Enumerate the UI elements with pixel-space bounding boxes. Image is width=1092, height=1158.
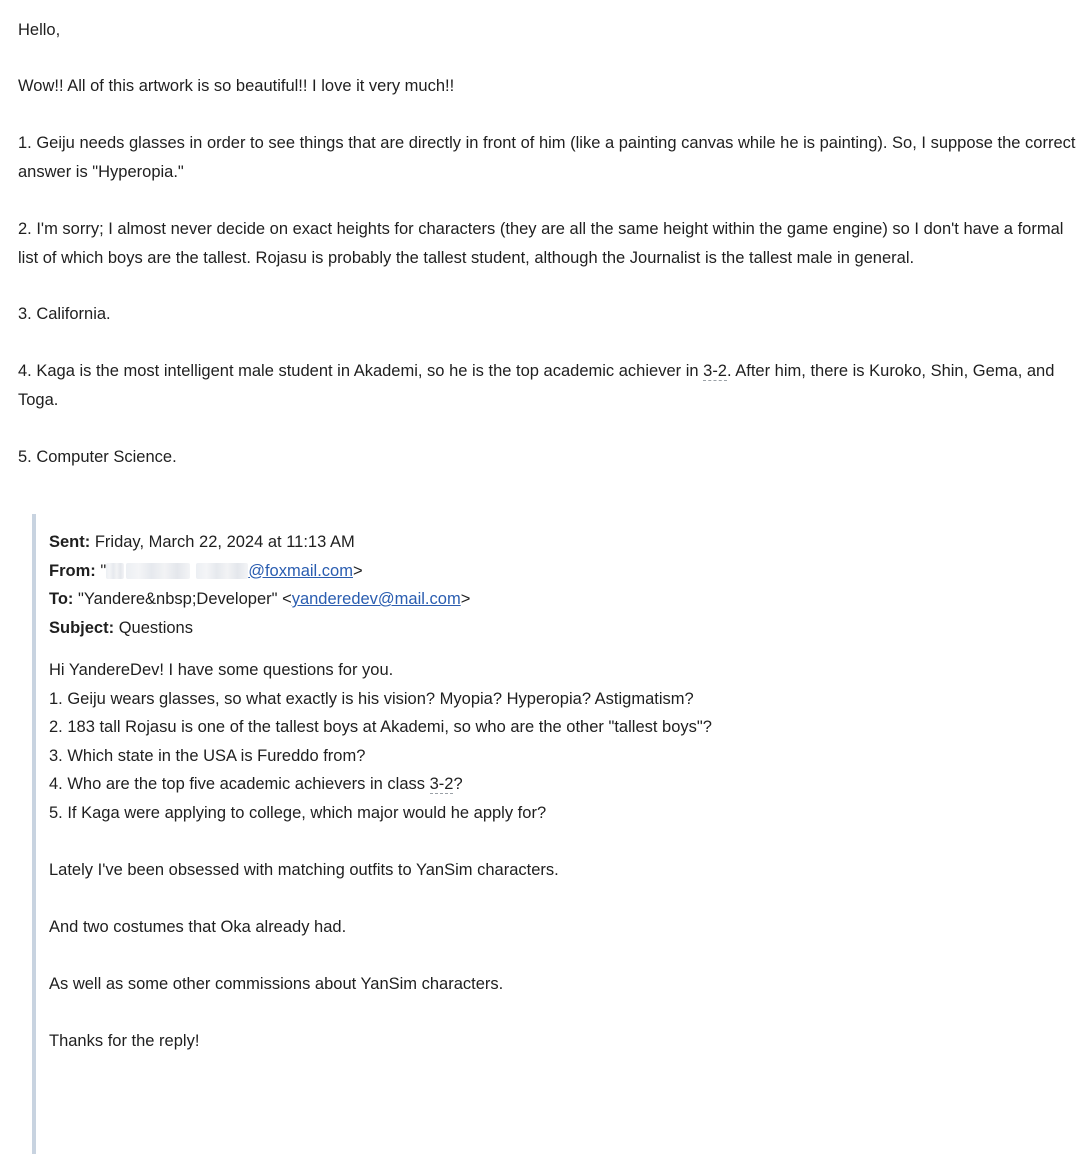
- from-suffix: >: [352, 561, 363, 580]
- quoted-thanks: Thanks for the reply!: [49, 1032, 200, 1050]
- from-label: From:: [49, 561, 96, 580]
- quoted-question-4: [49, 770, 1049, 799]
- sent-label: Sent:: [49, 533, 91, 551]
- subject-line: [49, 614, 1049, 643]
- quoted-question-2: 2. 183 tall Rojasu is one of the tallest boys at Akademi, so who are the other "tallest boys"?: [49, 718, 712, 736]
- question-4-text-start: 4. Who are the top five academic achievers in class: [49, 775, 430, 793]
- sent-value: Friday, March 22, 2024 at 11:13 AM: [94, 533, 355, 551]
- to-email-link[interactable]: yanderedev@mail.com: [291, 590, 461, 608]
- to-line: [49, 585, 1049, 614]
- reply-greeting: Hello,: [18, 21, 61, 39]
- to-label: To:: [49, 590, 74, 608]
- from-email-link[interactable]: @foxmail.com: [248, 561, 353, 580]
- quoted-commissions: As well as some other commissions about YanSim characters.: [49, 975, 504, 993]
- question-4-text-end: ?: [453, 775, 463, 793]
- to-suffix: >: [460, 590, 471, 608]
- redacted-block: [126, 563, 190, 579]
- answer-4-text-start: 4. Kaga is the most intelligent male student in Akademi, so he is the top academic achiever in: [18, 362, 704, 380]
- reply-answer-5: 5. Computer Science.: [18, 448, 177, 466]
- redacted-block: [106, 563, 124, 579]
- from-prefix: ": [100, 561, 107, 580]
- answer-4-text-end: . After him, there is Kuroko, Shin, Gema, and Toga.: [18, 362, 1055, 409]
- quoted-body: [49, 656, 1049, 1056]
- from-line: [49, 557, 1049, 586]
- quoted-original-message: [49, 528, 1049, 1050]
- subject-value: Questions: [118, 618, 193, 637]
- quoted-question-5: 5. If Kaga were applying to college, which major would he apply for?: [49, 803, 547, 822]
- reply-compliment: Wow!! All of this artwork is so beautiful!! I love it very much!!: [18, 77, 455, 95]
- sent-line: [49, 528, 1049, 557]
- class-3-2-detected-text[interactable]: 3-2: [429, 775, 454, 793]
- quoted-question-3: 3. Which state in the USA is Fureddo from?: [49, 746, 366, 765]
- reply-answer-4: [18, 357, 1080, 414]
- subject-label: Subject:: [49, 618, 115, 637]
- class-3-2-detected-text[interactable]: 3-2: [703, 362, 727, 380]
- quoted-costumes: And two costumes that Oka already had.: [49, 918, 347, 936]
- reply-answer-2: 2. I'm sorry; I almost never decide on exact heights for characters (they are all the same height within the game engine) so I don't have a formal list of which boys are the tallest. Rojasu is probably the tallest student, although the Journalist is the tallest male in general.: [18, 220, 1064, 267]
- quoted-outfits: Lately I've been obsessed with matching outfits to YanSim characters.: [49, 860, 559, 879]
- quote-bar: [32, 514, 36, 1154]
- reply-answer-1: 1. Geiju needs glasses in order to see things that are directly in front of him (like a painting canvas while he is painting). So, I suppose the correct answer is "Hyperopia.": [18, 134, 1076, 181]
- quoted-question-1: 1. Geiju wears glasses, so what exactly is his vision? Myopia? Hyperopia? Astigmatism?: [49, 689, 694, 708]
- reply-answer-3: 3. California.: [18, 305, 111, 323]
- quoted-intro: Hi YandereDev! I have some questions for you.: [49, 661, 394, 679]
- to-name: "Yandere&nbsp;Developer" <: [78, 590, 292, 608]
- redacted-block: [196, 563, 248, 579]
